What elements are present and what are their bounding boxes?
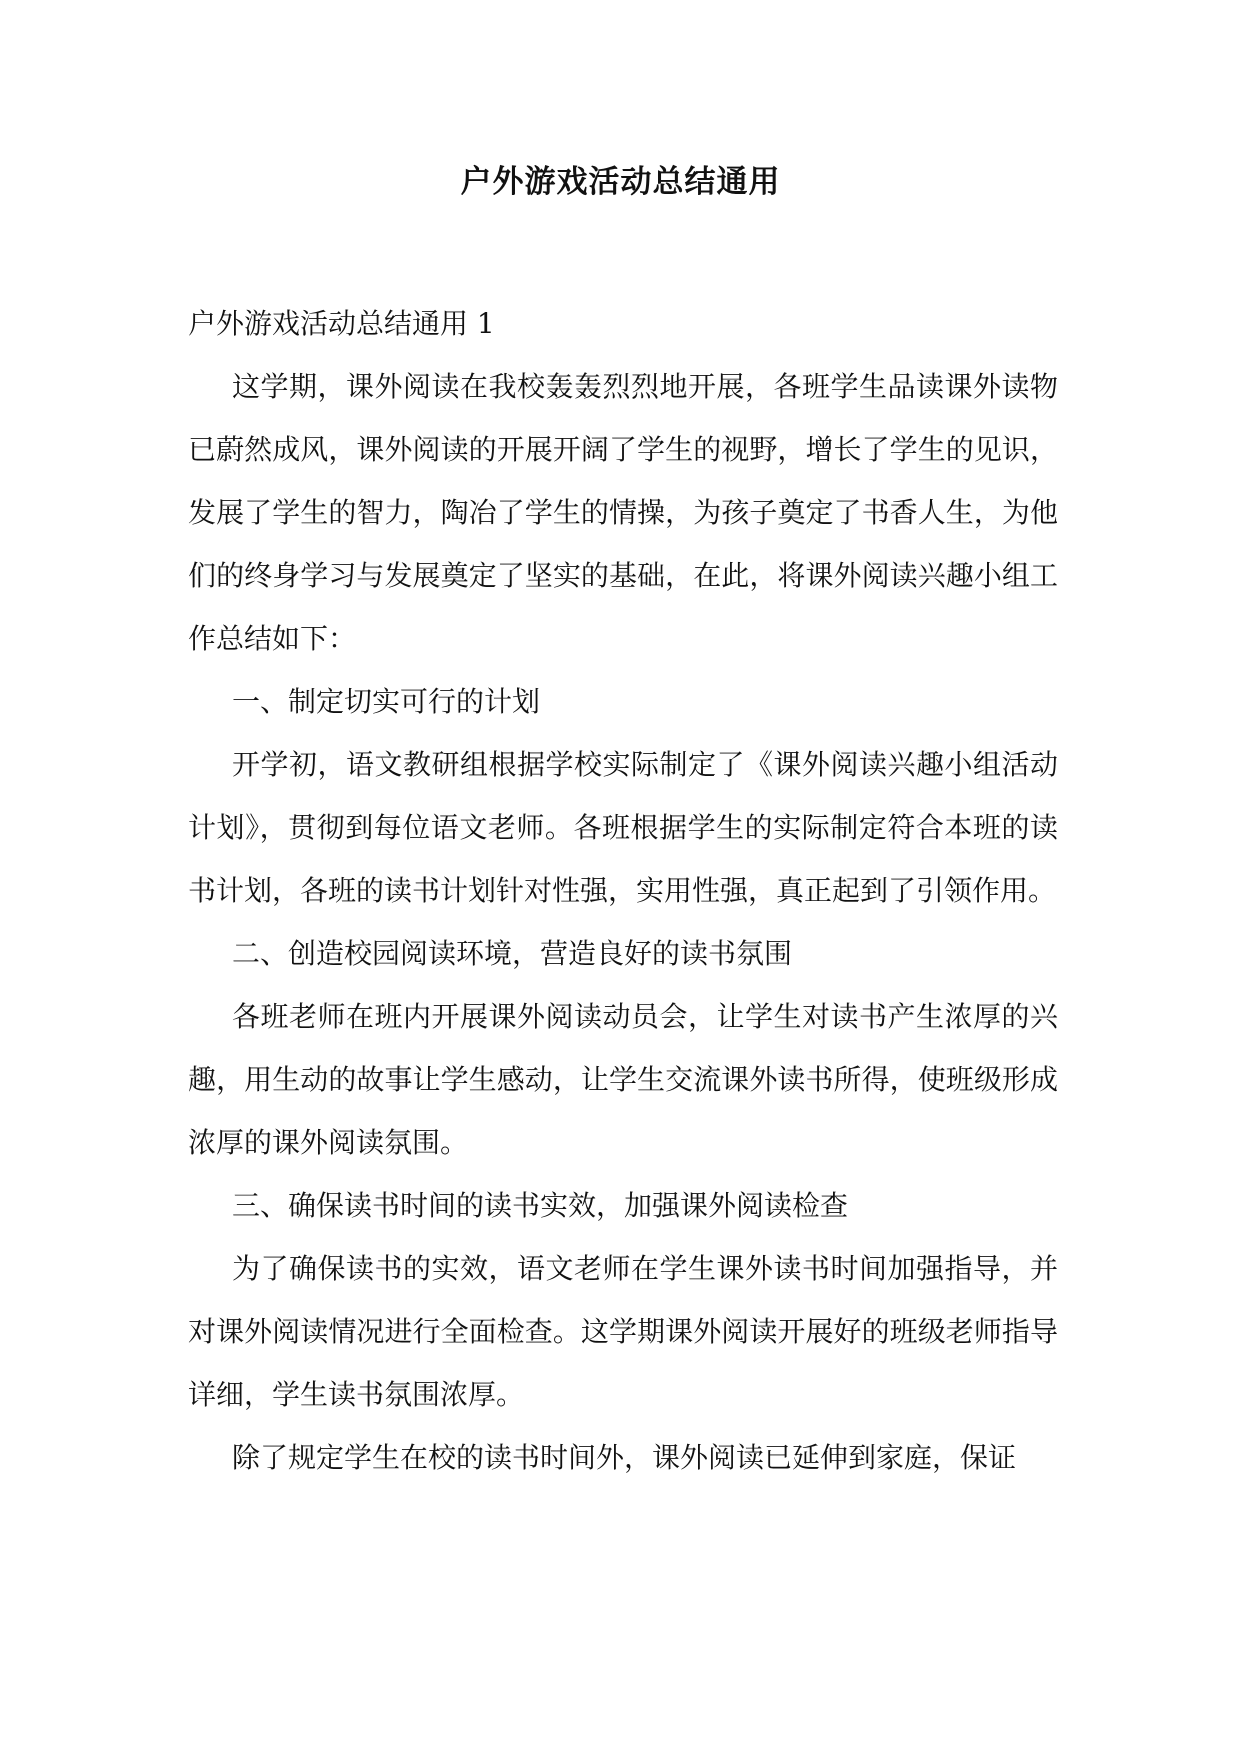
section-heading-3: 三、确保读书时间的读书实效，加强课外阅读检查 (232, 1189, 849, 1222)
section-3-paragraph: 为了确保读书的实效，语文老师在学生课外读书时间加强指导，并对课外阅读情况进行全面检查。这学期课外阅读开展好的班级老师指导详细，学生读书氛围浓厚。 (188, 1252, 1058, 1411)
document-body (188, 292, 1058, 1489)
section-1-paragraph: 开学初，语文教研组根据学校实际制定了《课外阅读兴趣小组活动计划》，贯彻到每位语文老师。各班根据学生的实际制定符合本班的读书计划，各班的读书计划针对性强，实用性强，真正起到了引领作用。 (188, 748, 1058, 907)
document-title: 户外游戏活动总结通用 (460, 164, 781, 200)
section-heading-1: 一、制定切实可行的计划 (232, 685, 541, 718)
section-2-paragraph: 各班老师在班内开展课外阅读动员会，让学生对读书产生浓厚的兴趣，用生动的故事让学生感动，让学生交流课外读书所得，使班级形成浓厚的课外阅读氛围。 (188, 1000, 1058, 1159)
section-3-continuation-paragraph: 除了规定学生在校的读书时间外，课外阅读已延伸到家庭，保证 (232, 1441, 1017, 1474)
section-heading-2: 二、创造校园阅读环境，营造良好的读书氛围 (232, 937, 793, 970)
intro-paragraph: 这学期，课外阅读在我校轰轰烈烈地开展，各班学生品读课外读物已蔚然成风，课外阅读的开展开阔了学生的视野，增长了学生的见识，发展了学生的智力，陶冶了学生的情操，为孩子奠定了书香人生，为他们的终身学习与发展奠定了坚实的基础，在此，将课外阅读兴趣小组工作总结如下： (188, 370, 1058, 655)
section-subtitle: 户外游戏活动总结通用 1 (188, 307, 495, 340)
